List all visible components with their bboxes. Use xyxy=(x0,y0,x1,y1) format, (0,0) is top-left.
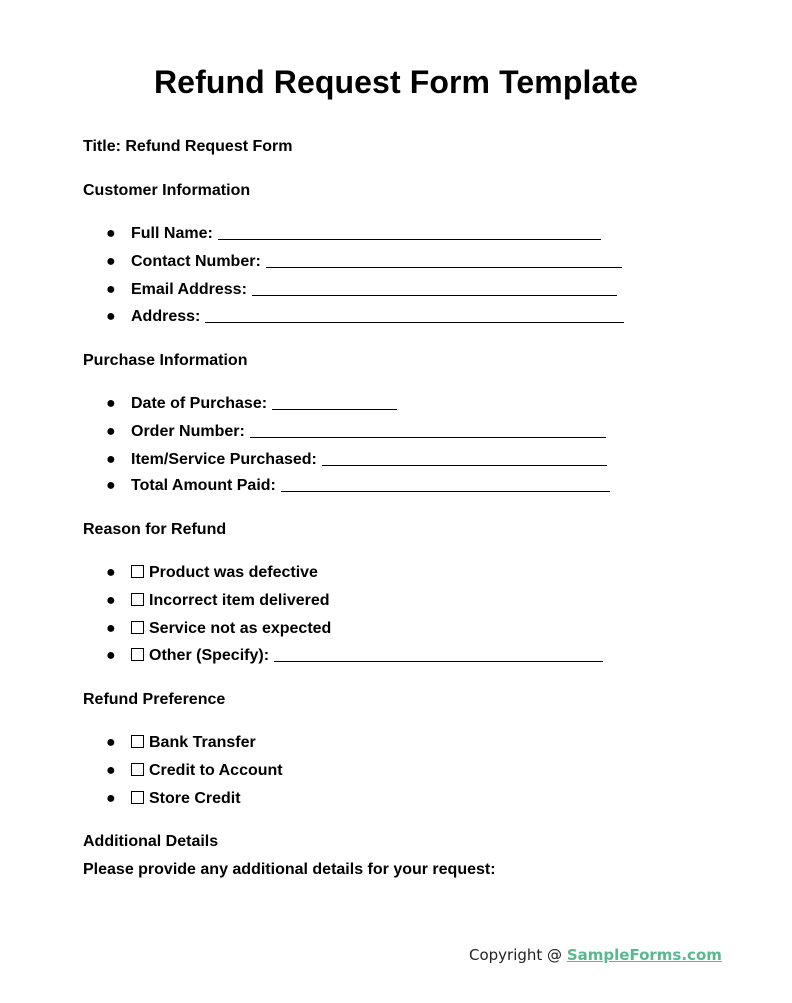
total-amount-paid-blank[interactable] xyxy=(281,477,610,492)
additional-heading: Additional Details xyxy=(83,833,219,850)
bullet-icon: ● xyxy=(106,281,116,298)
option-label: Other (Specify): xyxy=(149,647,270,664)
list-item-order-number xyxy=(106,422,606,442)
field-label: Total Amount Paid: xyxy=(131,477,276,494)
list-item-reason-service-not-expected[interactable] xyxy=(106,619,331,639)
address-blank[interactable] xyxy=(205,308,624,323)
bullet-icon: ● xyxy=(106,647,116,664)
sampleforms-link[interactable]: SampleForms.com xyxy=(566,946,722,964)
contact-number-blank[interactable] xyxy=(266,253,622,268)
checkbox-icon[interactable] xyxy=(131,735,144,748)
other-specify-blank[interactable] xyxy=(274,647,603,662)
preference-heading: Refund Preference xyxy=(83,691,226,708)
list-item-full-name xyxy=(106,224,601,244)
list-item-email-address xyxy=(106,280,617,300)
field-label: Full Name: xyxy=(131,225,213,242)
option-label: Service not as expected xyxy=(149,620,332,637)
list-item-store-credit[interactable] xyxy=(106,789,241,809)
list-item-item-service-purchased xyxy=(106,450,607,470)
checkbox-icon[interactable] xyxy=(131,565,144,578)
option-label: Store Credit xyxy=(149,790,241,807)
bullet-icon: ● xyxy=(106,253,116,270)
bullet-icon: ● xyxy=(106,477,116,494)
option-label: Bank Transfer xyxy=(149,734,256,751)
field-label: Contact Number: xyxy=(131,253,261,270)
checkbox-icon[interactable] xyxy=(131,763,144,776)
list-item-bank-transfer[interactable] xyxy=(106,733,256,753)
bullet-icon: ● xyxy=(106,790,116,807)
bullet-icon: ● xyxy=(106,620,116,637)
bullet-icon: ● xyxy=(106,592,116,609)
list-item-reason-incorrect-item[interactable] xyxy=(106,591,330,611)
checkbox-icon[interactable] xyxy=(131,621,144,634)
bullet-icon: ● xyxy=(106,734,116,751)
reason-heading: Reason for Refund xyxy=(83,521,227,538)
additional-prompt: Please provide any additional details for your request: xyxy=(83,861,496,878)
list-item-date-of-purchase xyxy=(106,394,397,414)
bullet-icon: ● xyxy=(106,308,116,325)
bullet-icon: ● xyxy=(106,762,116,779)
list-item-total-amount-paid xyxy=(106,476,610,496)
full-name-blank[interactable] xyxy=(218,225,601,240)
bullet-icon: ● xyxy=(106,395,116,412)
item-service-purchased-blank[interactable] xyxy=(322,451,607,466)
bullet-icon: ● xyxy=(106,225,116,242)
order-number-blank[interactable] xyxy=(250,423,606,438)
field-label: Order Number: xyxy=(131,423,245,440)
checkbox-icon[interactable] xyxy=(131,648,144,661)
option-label: Product was defective xyxy=(149,564,318,581)
checkbox-icon[interactable] xyxy=(131,593,144,606)
option-label: Credit to Account xyxy=(149,762,283,779)
field-label: Email Address: xyxy=(131,281,247,298)
email-address-blank[interactable] xyxy=(252,281,617,296)
field-label: Item/Service Purchased: xyxy=(131,451,317,468)
list-item-credit-to-account[interactable] xyxy=(106,761,283,781)
bullet-icon: ● xyxy=(106,564,116,581)
field-label: Address: xyxy=(131,308,201,325)
checkbox-icon[interactable] xyxy=(131,791,144,804)
customer-info-heading: Customer Information xyxy=(83,182,251,199)
date-of-purchase-blank[interactable] xyxy=(272,395,397,410)
bullet-icon: ● xyxy=(106,423,116,440)
purchase-info-heading: Purchase Information xyxy=(83,352,248,369)
form-title-line: Title: Refund Request Form xyxy=(83,138,293,155)
page-title: Refund Request Form Template xyxy=(153,64,639,100)
bullet-icon: ● xyxy=(106,451,116,468)
option-label: Incorrect item delivered xyxy=(149,592,330,609)
list-item-reason-defective[interactable] xyxy=(106,563,318,583)
copyright-footer xyxy=(469,946,722,964)
list-item-reason-other[interactable] xyxy=(106,646,603,666)
field-label: Date of Purchase: xyxy=(131,395,268,412)
list-item-address xyxy=(106,307,624,327)
list-item-contact-number xyxy=(106,252,622,272)
copyright-text: Copyright @ xyxy=(469,946,567,964)
